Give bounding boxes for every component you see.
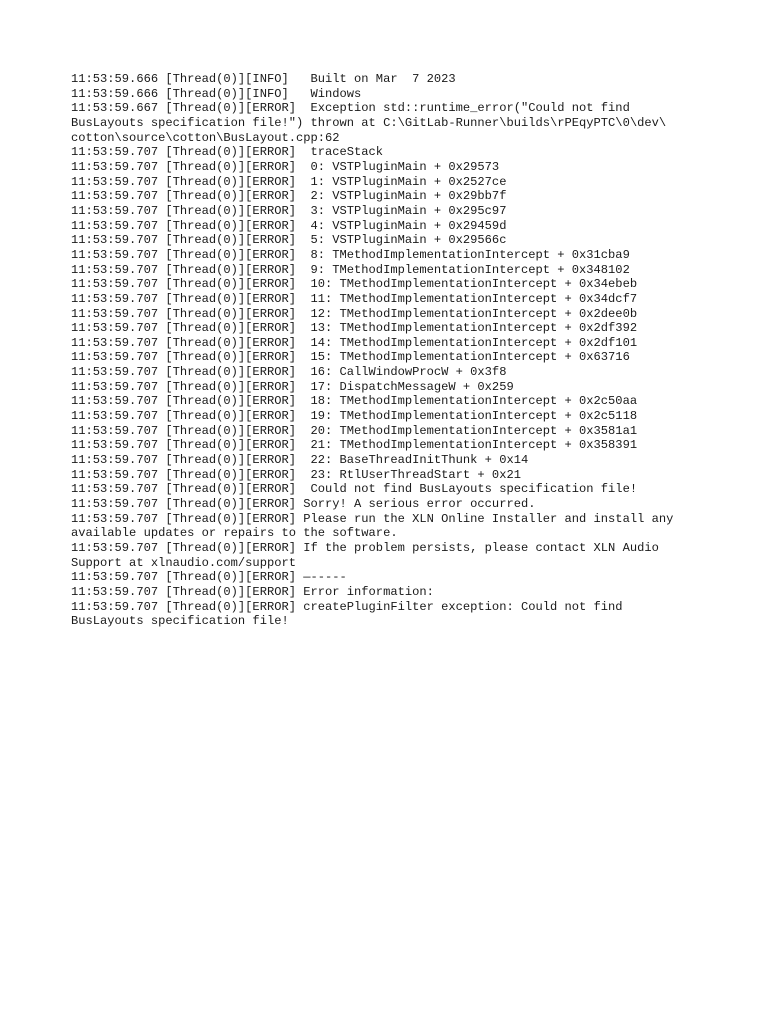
log-line: 11:53:59.707 [Thread(0)][ERROR] 16: CallWindowProcW + 0x3f8	[71, 365, 507, 380]
log-document	[71, 72, 711, 629]
log-line: 11:53:59.707 [Thread(0)][ERROR] Sorry! A serious error occurred.	[71, 497, 536, 512]
log-line: 11:53:59.707 [Thread(0)][ERROR] If the problem persists, please contact XLN Audio Support at xlnaudio.com/support	[71, 541, 659, 570]
log-line: 11:53:59.707 [Thread(0)][ERROR] 4: VSTPluginMain + 0x29459d	[71, 218, 507, 233]
log-line: 11:53:59.707 [Thread(0)][ERROR] Could not find BusLayouts specification file!	[71, 482, 638, 497]
log-line: 11:53:59.707 [Thread(0)][ERROR] 22: BaseThreadInitThunk + 0x14	[71, 453, 529, 468]
log-line: 11:53:59.707 [Thread(0)][ERROR] —-----	[71, 570, 347, 585]
log-line: 11:53:59.707 [Thread(0)][ERROR] 23: RtlUserThreadStart + 0x21	[71, 467, 521, 482]
log-line: 11:53:59.707 [Thread(0)][ERROR] 0: VSTPluginMain + 0x29573	[71, 159, 500, 174]
log-line: 11:53:59.707 [Thread(0)][ERROR] 9: TMethodImplementationIntercept + 0x348102	[71, 262, 630, 277]
log-line: 11:53:59.707 [Thread(0)][ERROR] traceStack	[71, 145, 384, 160]
log-line: 11:53:59.707 [Thread(0)][ERROR] 8: TMethodImplementationIntercept + 0x31cba9	[71, 247, 630, 262]
log-line: 11:53:59.707 [Thread(0)][ERROR] 2: VSTPluginMain + 0x29bb7f	[71, 189, 507, 204]
log-line: 11:53:59.707 [Thread(0)][ERROR] 14: TMethodImplementationIntercept + 0x2df101	[71, 335, 638, 350]
log-line: 11:53:59.707 [Thread(0)][ERROR] 1: VSTPluginMain + 0x2527ce	[71, 174, 507, 189]
log-line: 11:53:59.707 [Thread(0)][ERROR] 3: VSTPluginMain + 0x295c97	[71, 203, 507, 218]
log-line: 11:53:59.666 [Thread(0)][INFO] Windows	[71, 86, 362, 101]
log-line: 11:53:59.707 [Thread(0)][ERROR] 15: TMethodImplementationIntercept + 0x63716	[71, 350, 630, 365]
log-line: 11:53:59.707 [Thread(0)][ERROR] 21: TMethodImplementationIntercept + 0x358391	[71, 438, 638, 453]
log-line: 11:53:59.707 [Thread(0)][ERROR] 18: TMethodImplementationIntercept + 0x2c50aa	[71, 394, 638, 409]
log-line: 11:53:59.707 [Thread(0)][ERROR] 19: TMethodImplementationIntercept + 0x2c5118	[71, 409, 638, 424]
log-line: 11:53:59.707 [Thread(0)][ERROR] 10: TMethodImplementationIntercept + 0x34ebeb	[71, 277, 638, 292]
log-line: 11:53:59.707 [Thread(0)][ERROR] 13: TMethodImplementationIntercept + 0x2df392	[71, 321, 638, 336]
log-line: 11:53:59.667 [Thread(0)][ERROR] Exception std::runtime_error("Could not find BusLayouts specification file!") thrown at C:\GitLab-Runner\builds\rPEqyPTC\0\dev\ cotton\source\cotton\BusLayout.cpp:62	[71, 101, 667, 145]
log-line: 11:53:59.707 [Thread(0)][ERROR] createPluginFilter exception: Could not find BusLayouts specification file!	[71, 599, 623, 629]
log-line: 11:53:59.707 [Thread(0)][ERROR] 12: TMethodImplementationIntercept + 0x2dee0b	[71, 306, 638, 321]
log-line: 11:53:59.707 [Thread(0)][ERROR] Error information:	[71, 584, 434, 599]
log-line: 11:53:59.666 [Thread(0)][INFO] Built on Mar 7 2023	[71, 72, 456, 86]
log-line: 11:53:59.707 [Thread(0)][ERROR] 20: TMethodImplementationIntercept + 0x3581a1	[71, 423, 638, 438]
log-line: 11:53:59.707 [Thread(0)][ERROR] 5: VSTPluginMain + 0x29566c	[71, 233, 507, 248]
log-line: 11:53:59.707 [Thread(0)][ERROR] 11: TMethodImplementationIntercept + 0x34dcf7	[71, 291, 638, 306]
log-line: 11:53:59.707 [Thread(0)][ERROR] 17: DispatchMessageW + 0x259	[71, 379, 514, 394]
log-line: 11:53:59.707 [Thread(0)][ERROR] Please run the XLN Online Installer and install any available updates or repairs to the software.	[71, 511, 674, 541]
